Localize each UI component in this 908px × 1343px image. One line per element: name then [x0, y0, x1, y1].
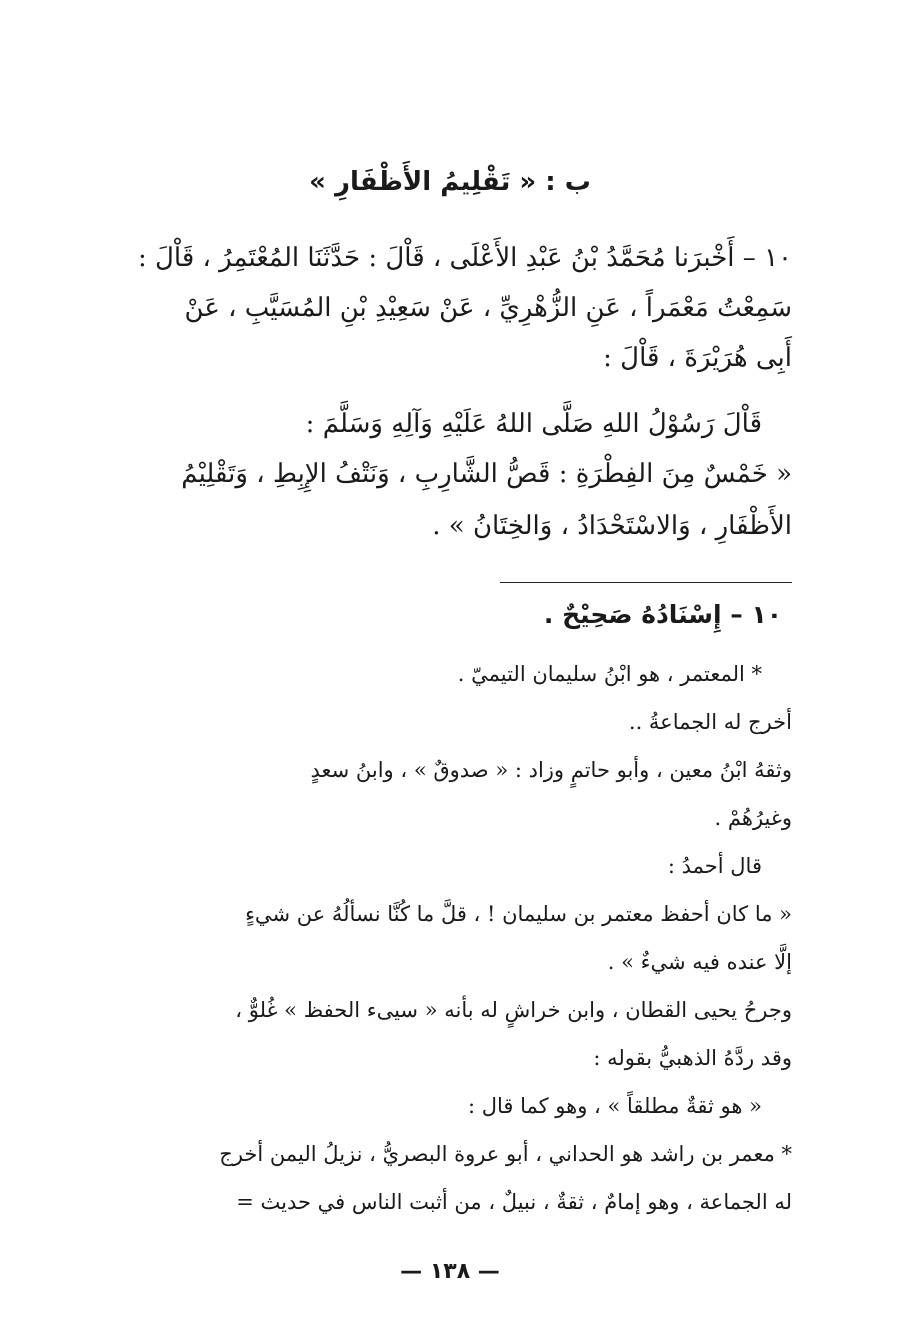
note-line: وقد ردَّهُ الذهبيُّ بقوله :: [593, 1046, 792, 1070]
note-line: * معمر بن راشد هو الحداني ، أبو عروة البصريُّ ، نزيلُ اليمن أخرج: [219, 1142, 792, 1166]
note-line: قال أحمدُ :: [667, 854, 762, 878]
page-number: — ١٣٨ —: [400, 1259, 500, 1284]
notes-title: ١٠ – إِسْنَادُهُ صَحِيْحٌ .: [543, 600, 782, 629]
note-line: وجرحُ يحيى القطان ، وابن خراشٍ له بأنه « سيىء الحفظ » غُلوٌّ ،: [235, 998, 792, 1022]
note-line: وثقهُ ابْنُ معين ، وأبو حاتمٍ وزاد : « صدوقٌ » ، وابنُ سعدٍ: [310, 758, 792, 782]
book-page: [108, 150, 792, 1300]
isnad-line-1: ١٠ – أَخْبرَنا مُحَمَّدُ بْنُ عَبْدِ الأَعْلَى ، قَاْلَ : حَدَّثَنَا المُعْتَمِرُ ، قَاْلَ :: [137, 243, 792, 273]
section-heading: ب : « تَقْلِيمُ الأَظْفَارِ »: [309, 167, 591, 197]
footnote-divider: [500, 582, 792, 583]
note-line: أخرج له الجماعةُ ..: [628, 710, 792, 734]
isnad-line-2: سَمِعْتُ مَعْمَراً ، عَنِ الزُّهْرِيِّ ، عَنْ سَعِيْدِ بْنِ المُسَيَّبِ ، عَنْ: [184, 293, 792, 323]
note-line: * المعتمر ، هو ابْنُ سليمان التيميّ .: [457, 662, 762, 686]
hadith-intro: قَاْلَ رَسُوْلُ اللهِ صَلَّى اللهُ عَلَيْهِ وَآلِهِ وَسَلَّمَ :: [305, 409, 762, 439]
isnad-line-3: أَبِى هُرَيْرَةَ ، قَاْلَ :: [603, 343, 792, 373]
matn-line-1: « خَمْسٌ مِنَ الفِطْرَةِ : قَصُّ الشَّارِبِ ، وَنَتْفُ الإِبِطِ ، وَتَقْلِيْمُ: [181, 459, 792, 489]
matn-line-2: الأَظْفَارِ ، وَالاسْتَحْدَادُ ، وَالخِتَانُ » .: [432, 511, 792, 541]
note-line: « ما كان أحفظ معتمر بن سليمان ! ، قلَّ ما كُنَّا نسألُهُ عن شيءٍ: [245, 902, 792, 926]
note-line: « هو ثقةٌ مطلقاً » ، وهو كما قال :: [467, 1094, 762, 1118]
note-line: إلَّا عنده فيه شيءٌ » .: [607, 950, 792, 974]
note-line: له الجماعة ، وهو إمامٌ ، ثقةٌ ، نبيلٌ ، من أثبت الناس في حديث =: [236, 1190, 792, 1214]
note-line: وغيرُهُمْ .: [714, 806, 792, 830]
